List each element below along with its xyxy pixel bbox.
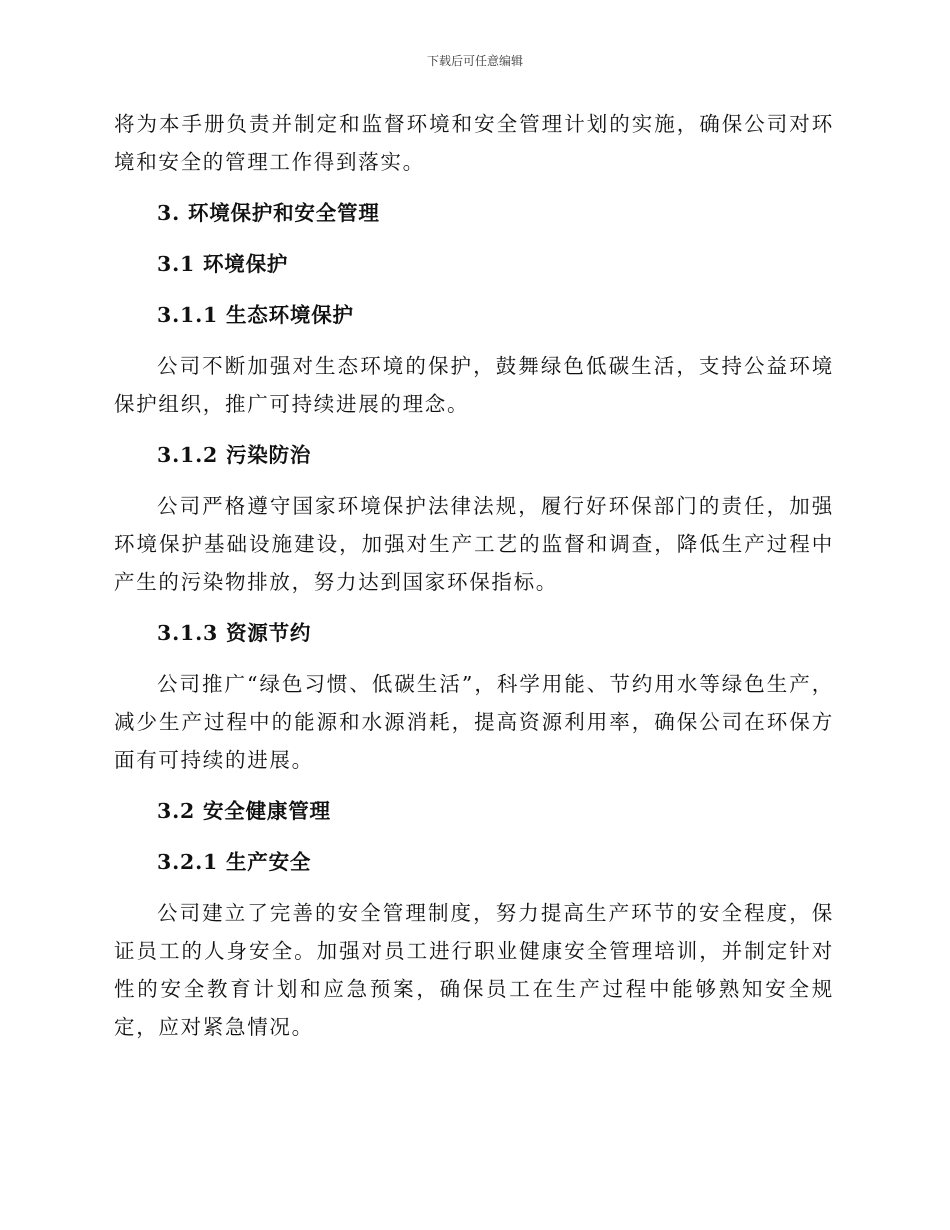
heading-section-3-1-1: 3.1.1 生态环境保护 — [157, 303, 354, 327]
heading-section-3: 3. 环境保护和安全管理 — [157, 201, 380, 225]
paragraph-resources: 公司推广“绿色习惯、低碳生活”，科学用能、节约用水等绿色生产，减少生产过程中的能源和水源消耗，提高资源利用率，确保公司在环保方面有可持续的进展。 — [114, 672, 834, 772]
paragraph-pollution: 公司严格遵守国家环境保护法律法规，履行好环保部门的责任，加强环境保护基础设施建设，加强对生产工艺的监督和调查，降低生产过程中产生的污染物排放，努力达到国家环保指标。 — [114, 494, 834, 594]
paragraph-production-safety: 公司建立了完善的安全管理制度，努力提高生产环节的安全程度，保证员工的人身安全。加强对员工进行职业健康安全管理培训，并制定针对性的安全教育计划和应急预案，确保员工在生产过程中能够熟知安全规定，应对紧急情况。 — [114, 901, 834, 1039]
heading-section-3-1: 3.1 环境保护 — [157, 252, 289, 276]
document-body — [114, 105, 834, 1059]
paragraph-intro: 将为本手册负责并制定和监督环境和安全管理计划的实施，确保公司对环境和安全的管理工作得到落实。 — [114, 112, 834, 174]
heading-section-3-2-1: 3.2.1 生产安全 — [157, 850, 312, 874]
paragraph-ecology: 公司不断加强对生态环境的保护，鼓舞绿色低碳生活，支持公益环境保护组织，推广可持续进展的理念。 — [114, 354, 834, 416]
header-note: 下载后可任意编辑 — [426, 54, 523, 68]
heading-section-3-2: 3.2 安全健康管理 — [157, 799, 331, 823]
heading-section-3-1-3: 3.1.3 资源节约 — [157, 621, 312, 645]
heading-section-3-1-2: 3.1.2 污染防治 — [157, 443, 312, 467]
